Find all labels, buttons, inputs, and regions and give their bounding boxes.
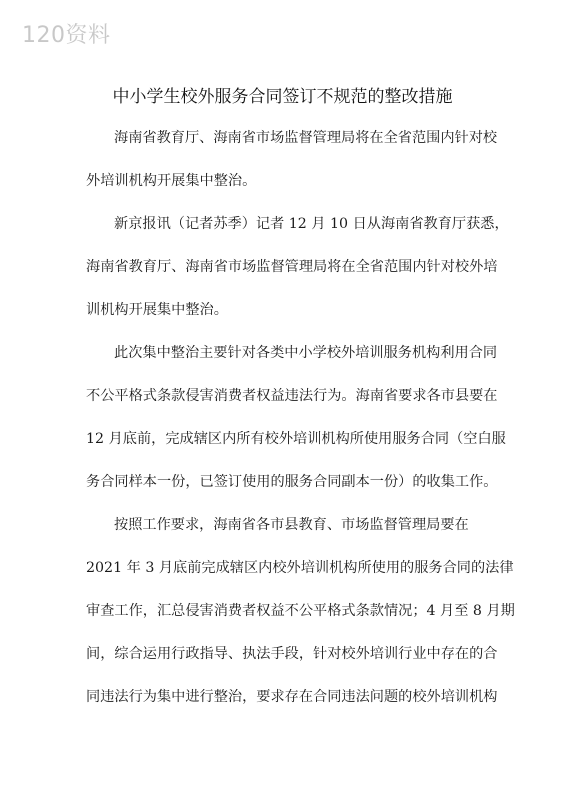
paragraph-line: 间，综合运用行政指导、执法手段，针对校外培训行业中存在的合: [86, 646, 498, 662]
watermark-logo: 120资料: [22, 23, 111, 48]
paragraph-line: 此次集中整治主要针对各类中小学校外培训服务机构利用合同: [114, 345, 498, 361]
paragraph-line: 不公平格式条款侵害消费者权益违法行为。海南省要求各市县要在: [86, 388, 498, 404]
paragraph-line: 外培训机构开展集中整治。: [86, 173, 257, 189]
paragraph-line: 12 月底前，完成辖区内所有校外培训机构所使用服务合同（空白服: [86, 431, 506, 447]
paragraph-line: 新京报讯（记者苏季）记者 12 月 10 日从海南省教育厅获悉，: [114, 216, 509, 232]
paragraph-line: 训机构开展集中整治。: [86, 302, 228, 318]
paragraph-line: 务合同样本一份，已签订使用的服务合同副本一份）的收集工作。: [86, 474, 498, 490]
paragraph-line: 审查工作，汇总侵害消费者权益不公平格式条款情况；4 月至 8 月期: [86, 603, 515, 619]
paragraph-line: 同违法行为集中进行整治，要求存在合同违法问题的校外培训机构: [86, 689, 498, 705]
paragraph-line: 2021 年 3 月底前完成辖区内校外培训机构所使用的服务合同的法律: [86, 560, 514, 576]
page-title: 中小学生校外服务合同签订不规范的整改措施: [112, 87, 453, 107]
paragraph-line: 按照工作要求，海南省各市县教育、市场监督管理局要在: [114, 517, 469, 533]
paragraph-line: 海南省教育厅、海南省市场监督管理局将在全省范围内针对校: [114, 130, 498, 146]
paragraph-line: 海南省教育厅、海南省市场监督管理局将在全省范围内针对校外培: [86, 259, 498, 275]
